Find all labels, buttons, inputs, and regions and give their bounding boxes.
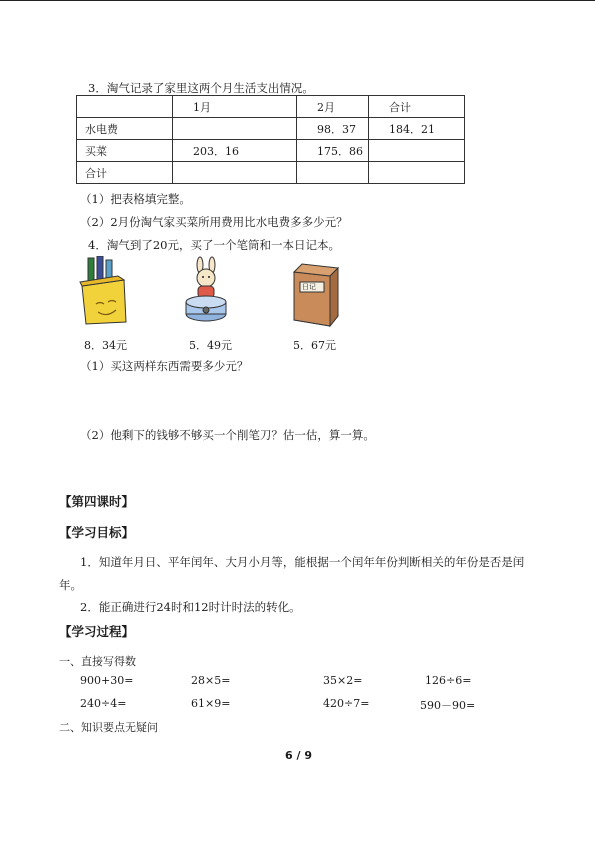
table-cell: 合计 (77, 162, 173, 184)
calc-item: 240÷4= (80, 697, 127, 710)
table-cell (369, 140, 465, 162)
q3-sub2: （2）2月份淘气家买菜所用费用比水电费多多少元？ (80, 215, 348, 229)
price-diary: 5．67元 (293, 339, 336, 352)
table-cell (173, 162, 297, 184)
q3-title: 3．淘气记录了家里这两个月生活支出情况。 (88, 81, 314, 95)
diary-book-shape (290, 262, 340, 328)
calc-item: 900+30= (80, 674, 134, 687)
process-heading: 【学习过程】 (59, 624, 135, 639)
calc-item: 126÷6= (425, 674, 472, 687)
goals-heading: 【学习目标】 (59, 525, 135, 540)
diary-cover-label: 日记 (302, 283, 316, 291)
table-row (77, 162, 465, 184)
table-row (77, 140, 465, 162)
pen-holder-image (78, 256, 130, 326)
table-row (77, 118, 465, 140)
q3-sub1: （1）把表格填完整。 (80, 192, 191, 206)
table-cell: 98．37 (297, 118, 369, 140)
calc-item: 35×2= (323, 674, 363, 687)
rabbit-sharpener-image (184, 256, 230, 326)
goal-1-line-2: 年。 (59, 578, 82, 592)
table-cell: 184．21 (369, 118, 465, 140)
calc-item: 420÷7= (323, 697, 370, 710)
q4-sub1: （1）买这两样东西需要多少元？ (80, 359, 249, 373)
page-number: 6 / 9 (285, 749, 312, 762)
table-cell: 203．16 (173, 140, 297, 162)
goal-1-line-1: 1．知道年月日、平年闰年、大月小月等，能根据一个闰年年份判断相关的年份是否是闰 (80, 555, 525, 569)
page-top-rule (0, 0, 595, 1)
calc-item: 590－90= (420, 699, 476, 712)
table-cell (297, 162, 369, 184)
q4-title: 4．淘气到了20元，买了一个笔筒和一本日记本。 (88, 238, 340, 252)
table-row (77, 96, 465, 118)
table-cell (173, 118, 297, 140)
price-sharpener: 5．49元 (189, 339, 232, 352)
table-cell: 合计 (369, 96, 465, 118)
calc-item: 28×5= (191, 674, 231, 687)
part-1-title: 一、直接写得数 (59, 655, 136, 668)
table-cell: 175．86 (297, 140, 369, 162)
part-2-title: 二、知识要点无疑问 (59, 721, 158, 734)
lesson-heading: 【第四课时】 (59, 494, 135, 509)
table-cell: 水电费 (77, 118, 173, 140)
diary-image (290, 262, 340, 328)
q4-sub2: （2）他剩下的钱够不够买一个削笔刀？估一估，算一算。 (80, 428, 375, 442)
table-cell: 1月 (173, 96, 297, 118)
calc-item: 61×9= (191, 697, 231, 710)
goal-2: 2．能正确进行24时和12时计时法的转化。 (80, 600, 301, 614)
table-cell (369, 162, 465, 184)
table-cell: 2月 (297, 96, 369, 118)
price-pen-holder: 8．34元 (84, 339, 127, 352)
table-cell (77, 96, 173, 118)
expense-table (76, 95, 465, 184)
table-cell: 买菜 (77, 140, 173, 162)
